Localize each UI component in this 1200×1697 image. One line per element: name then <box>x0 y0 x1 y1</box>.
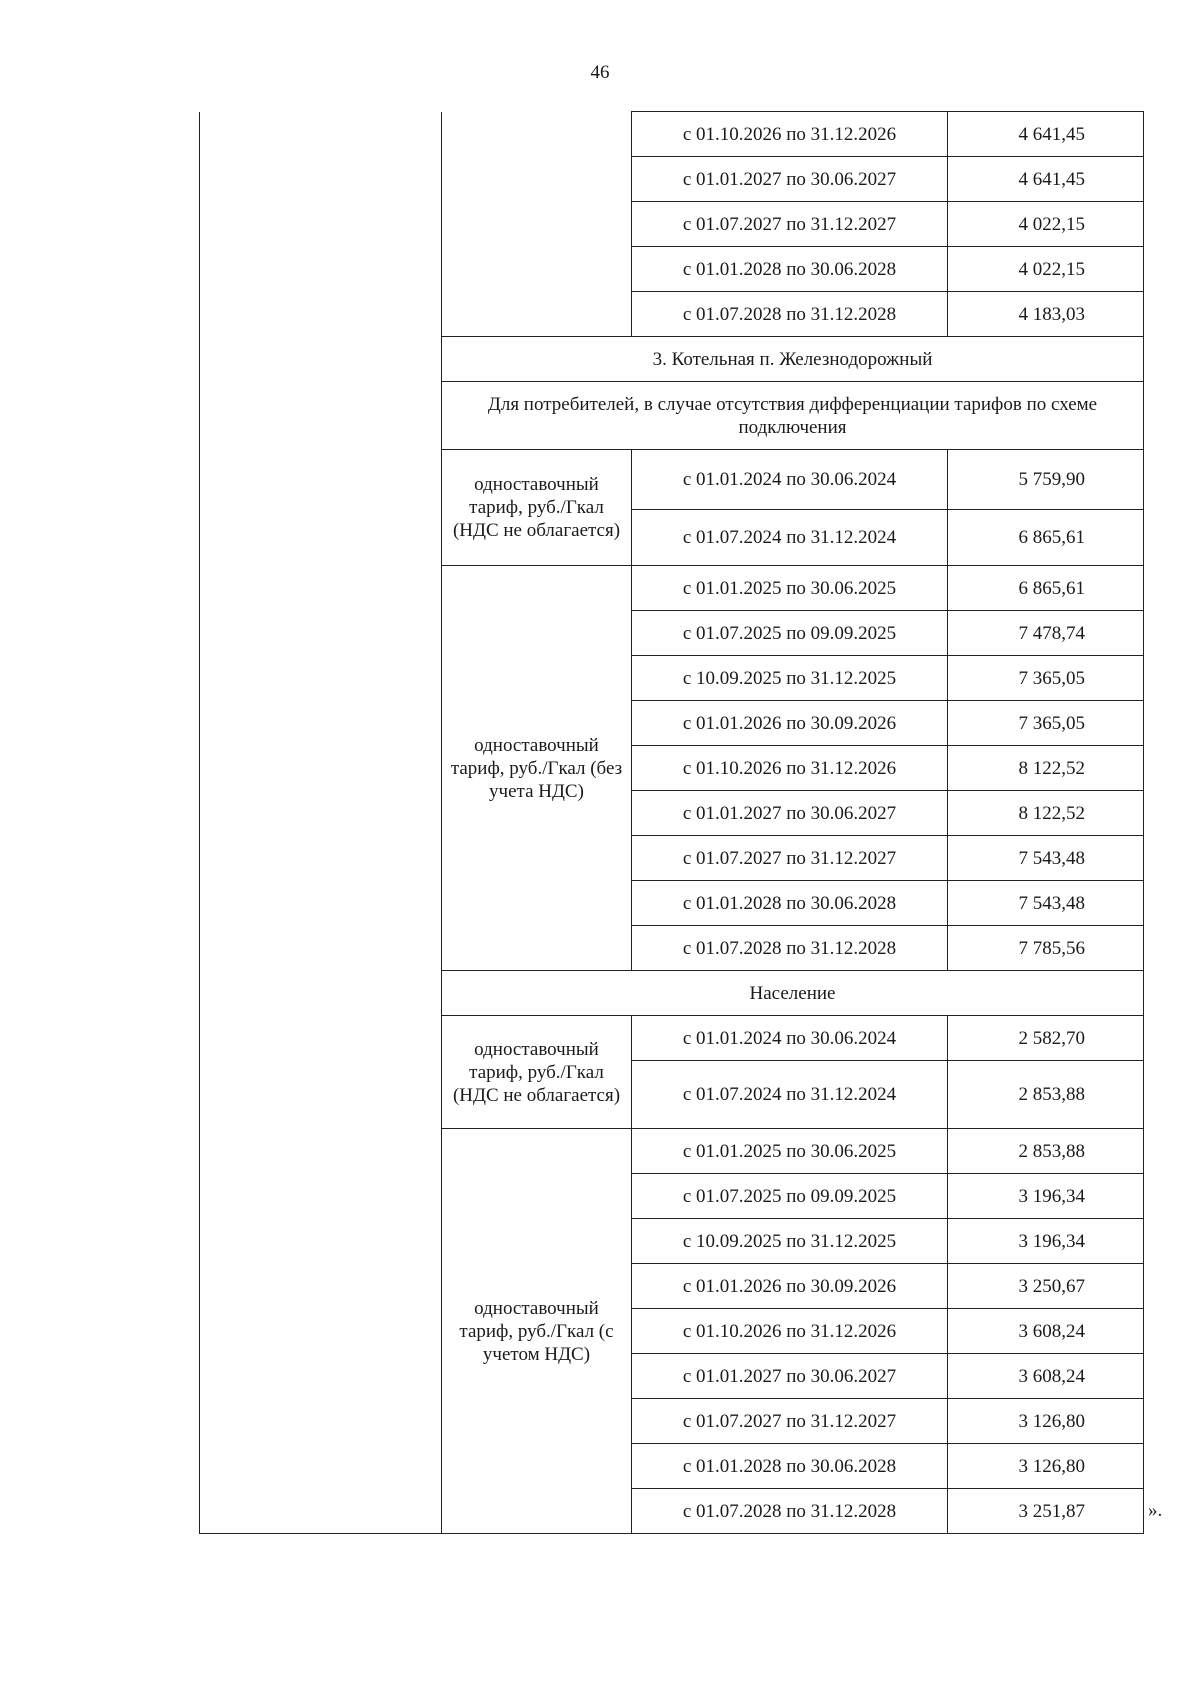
period-cell: с 01.01.2025 по 30.06.2025 <box>632 566 948 611</box>
period-cell: с 01.01.2024 по 30.06.2024 <box>632 450 948 510</box>
period-cell: с 01.01.2027 по 30.06.2027 <box>632 1354 948 1399</box>
value-cell: 3 126,80 <box>948 1399 1144 1444</box>
period-cell: с 01.01.2026 по 30.09.2026 <box>632 1264 948 1309</box>
value-cell: 2 853,88 <box>948 1061 1144 1129</box>
value-cell: 3 126,80 <box>948 1444 1144 1489</box>
period-cell: с 01.07.2024 по 31.12.2024 <box>632 1061 948 1129</box>
period-cell: с 01.01.2026 по 30.09.2026 <box>632 701 948 746</box>
value-cell: 7 543,48 <box>948 881 1144 926</box>
population-heading: Население <box>442 971 1144 1016</box>
value-cell: 4 022,15 <box>948 202 1144 247</box>
value-cell: 3 608,24 <box>948 1309 1144 1354</box>
value-cell: 2 853,88 <box>948 1129 1144 1174</box>
value-cell: 2 582,70 <box>948 1016 1144 1061</box>
period-cell: с 01.07.2025 по 09.09.2025 <box>632 1174 948 1219</box>
continuation-label-cell <box>442 112 632 337</box>
value-cell: 5 759,90 <box>948 450 1144 510</box>
period-cell: с 01.01.2028 по 30.06.2028 <box>632 1444 948 1489</box>
organization-column <box>200 112 442 1534</box>
period-cell: с 01.10.2026 по 31.12.2026 <box>632 112 948 157</box>
period-cell: с 01.01.2027 по 30.06.2027 <box>632 157 948 202</box>
value-cell: 3 196,34 <box>948 1174 1144 1219</box>
period-cell: с 01.07.2028 по 31.12.2028 <box>632 292 948 337</box>
period-cell: с 01.01.2024 по 30.06.2024 <box>632 1016 948 1061</box>
value-cell: 7 785,56 <box>948 926 1144 971</box>
value-cell: 7 365,05 <box>948 656 1144 701</box>
period-cell: с 10.09.2025 по 31.12.2025 <box>632 656 948 701</box>
value-cell: 7 478,74 <box>948 611 1144 656</box>
period-cell: с 01.07.2024 по 31.12.2024 <box>632 510 948 566</box>
value-cell: 4 641,45 <box>948 157 1144 202</box>
period-cell: с 01.07.2027 по 31.12.2027 <box>632 1399 948 1444</box>
value-cell: 7 543,48 <box>948 836 1144 881</box>
closing-quote-mark: ». <box>1148 1500 1163 1521</box>
tariff-label: одноставочный тариф, руб./Гкал (НДС не облагается) <box>442 1016 632 1129</box>
period-cell: с 01.07.2028 по 31.12.2028 <box>632 1489 948 1534</box>
value-cell: 3 251,87 <box>948 1489 1144 1534</box>
tariff-table <box>199 111 1144 1534</box>
period-cell: с 01.07.2028 по 31.12.2028 <box>632 926 948 971</box>
period-cell: с 01.01.2028 по 30.06.2028 <box>632 881 948 926</box>
period-cell: с 01.01.2025 по 30.06.2025 <box>632 1129 948 1174</box>
tariff-label: одноставочный тариф, руб./Гкал (НДС не облагается) <box>442 450 632 566</box>
value-cell: 6 865,61 <box>948 510 1144 566</box>
value-cell: 8 122,52 <box>948 791 1144 836</box>
value-cell: 4 183,03 <box>948 292 1144 337</box>
consumers-heading: Для потребителей, в случае отсутствия дифференциации тарифов по схеме подключения <box>442 382 1144 450</box>
value-cell: 3 608,24 <box>948 1354 1144 1399</box>
value-cell: 6 865,61 <box>948 566 1144 611</box>
value-cell: 4 641,45 <box>948 112 1144 157</box>
tariff-label: одноставочный тариф, руб./Гкал (с учетом НДС) <box>442 1129 632 1534</box>
period-cell: с 01.10.2026 по 31.12.2026 <box>632 746 948 791</box>
period-cell: с 10.09.2025 по 31.12.2025 <box>632 1219 948 1264</box>
section-title: 3. Котельная п. Железнодорожный <box>442 337 1144 382</box>
value-cell: 8 122,52 <box>948 746 1144 791</box>
period-cell: с 01.01.2027 по 30.06.2027 <box>632 791 948 836</box>
period-cell: с 01.07.2027 по 31.12.2027 <box>632 202 948 247</box>
period-cell: с 01.07.2027 по 31.12.2027 <box>632 836 948 881</box>
value-cell: 4 022,15 <box>948 247 1144 292</box>
period-cell: с 01.07.2025 по 09.09.2025 <box>632 611 948 656</box>
value-cell: 3 196,34 <box>948 1219 1144 1264</box>
period-cell: с 01.01.2028 по 30.06.2028 <box>632 247 948 292</box>
table-row <box>200 112 1144 157</box>
tariff-label: одноставочный тариф, руб./Гкал (без учета НДС) <box>442 566 632 971</box>
period-cell: с 01.10.2026 по 31.12.2026 <box>632 1309 948 1354</box>
value-cell: 7 365,05 <box>948 701 1144 746</box>
value-cell: 3 250,67 <box>948 1264 1144 1309</box>
page-number: 46 <box>590 62 610 83</box>
